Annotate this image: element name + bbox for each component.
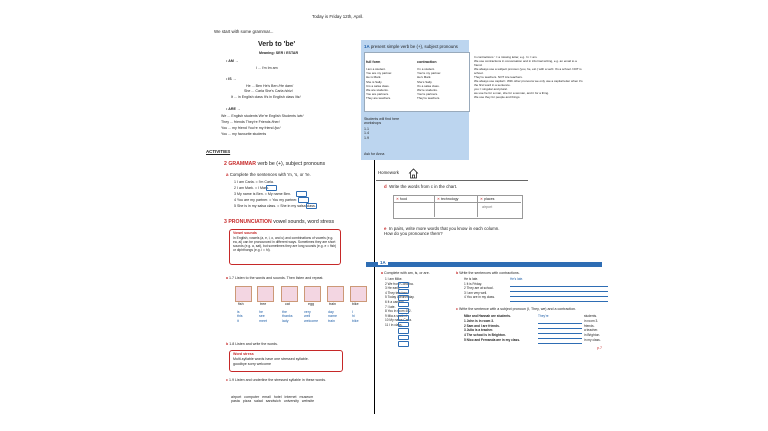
pic-label: bike: [352, 302, 359, 306]
is-line: It ... in English class It's in English class /itz/: [231, 95, 301, 99]
ex-a-answer-boxes[interactable]: [398, 282, 408, 332]
grammar-notes: In contractions ' = a missing letter, e.g. 'm = am. We use contractions in conversation and in informal writing, e.g. an email to a friend. We always use a subject pronoun (you, he, etc.) with a verb: It's a school. NOT is school. They're teachers. NOT Are teachers. We always use capital I. With other pronouns we only use a capital letter when it's the first word in a sentence. you = singular and plural. we use he for a man, she for a woman, and it for a thing. We use they for people and things.: [474, 55, 583, 99]
fish-icon: [235, 286, 252, 302]
train-icon: [327, 286, 344, 302]
chart-row-line: [393, 202, 521, 203]
aff-am-label: • AM →: [226, 59, 239, 63]
task-d: d Write the words from c in the chart.: [384, 184, 458, 189]
answer-box[interactable]: [266, 185, 277, 191]
intro-text: We start with some grammar...: [214, 29, 274, 34]
task-a-item: 5 She is in my salsa class. = She in my salsa class.: [234, 204, 316, 208]
answer-line[interactable]: [510, 296, 608, 297]
page-ref: p.7: [597, 346, 602, 350]
page-divider: [374, 160, 375, 414]
pic-words: very well welcome: [304, 310, 319, 323]
exercise-code: 1A: [380, 260, 386, 265]
sidebar-text: Students will find here workshops: [364, 117, 400, 126]
chart-col-food: ✕ food: [396, 197, 408, 201]
pic-words: he see meet: [259, 310, 267, 323]
grammar-heading: 2 GRAMMAR verb be (+), subject pronouns: [224, 161, 326, 167]
task-e: e In pairs, write more words that you know in each column. How do you pronounce them?: [384, 226, 500, 237]
are-label: • ARE →: [226, 107, 241, 111]
ex-c-answer-lines[interactable]: [538, 319, 582, 345]
answer-box[interactable]: [298, 197, 309, 203]
chart-col-line: [477, 195, 478, 217]
full-form-list: I am a student. You are my partner. He is Mark. She is Sally. It is a salsa class. We are students. You are partners. They are teachers.: [366, 67, 393, 101]
aff-am-example: I ... I'm Im am: [256, 66, 278, 70]
exercise-banner: [366, 262, 602, 267]
ex-c-answer: They're: [538, 314, 549, 318]
contraction-list: I'm a student. You're my partner. He's Mark. She's Sally. It's a salsa class. We're students. You're partners. They're teachers.: [417, 67, 442, 101]
cat-icon: [281, 286, 298, 302]
egg-icon: [304, 286, 321, 302]
chart-col-line: [434, 195, 435, 217]
ex-c-title: c Write the sentence with a subject pronoun (I, They, we) and a contraction.: [456, 307, 577, 311]
word-stress-text: Multi-syllable words have one stressed syllable.: [233, 357, 309, 362]
panel-1a-title: 1A present simple verb be (+), subject pronouns: [364, 44, 458, 49]
ex-b-answer: He's late.: [510, 277, 524, 281]
pronunciation-heading: 3 PRONUNCIATION vowel sounds, word stress: [224, 219, 335, 225]
task-c-words: airport computer email hotel internet museum pasta pizza salad sandwich university website: [231, 395, 315, 404]
are-line: You ... my favourite students: [221, 132, 267, 136]
ex-a-title: a Complete with am, is, or are.: [381, 271, 430, 275]
pic-words: I hi bike: [352, 310, 359, 323]
task-listen: a 1.7 Listen to the words and sounds. Then listen and repeat.: [226, 276, 324, 280]
sidebar-footer: Ask for Anna: [364, 152, 385, 156]
chart-entry: airport: [482, 205, 493, 209]
ex-c-items: Mike and Hannah are students. 1 John is in room 3. 2 Sam and I are friends. 3 Julia is a teacher. 4 The school is in Brighton. 5 Nico and Fernanda are in my class.: [464, 314, 520, 342]
word-stress-box: [229, 350, 343, 372]
vowel-box-title: Vowel sounds: [233, 231, 257, 235]
tree-icon: [257, 286, 274, 302]
answer-line[interactable]: [510, 286, 608, 287]
task-a-item: 3 My name is Ben. = My name Ben.: [234, 192, 292, 196]
task-a-item: 2 I am Mark. = I Mark.: [234, 186, 270, 190]
activities-heading: ACTIVITIES: [206, 149, 231, 154]
verb-title: Verb to 'be': [258, 41, 296, 48]
pic-label: train: [329, 302, 336, 306]
pic-words: the thanks lady: [282, 310, 293, 323]
vowel-box: [229, 229, 341, 265]
bike-icon: [350, 286, 367, 302]
ex-b-title: b Write the sentences with contractions.: [456, 271, 520, 275]
col-contraction: contraction: [417, 60, 437, 64]
task-b: b 1.8 Listen and write the words.: [226, 342, 278, 346]
are-line: We ... English students We're English Students /wir/: [221, 114, 304, 118]
pic-words: is this it: [237, 310, 243, 323]
date-line: Today is Friday 12th, April.: [312, 14, 364, 19]
pic-label: fish: [238, 302, 244, 306]
answer-box[interactable]: [306, 203, 317, 209]
task-c: c 1.9 Listen and underline the stressed syllable in these words.: [226, 378, 327, 382]
pic-label: cat: [285, 302, 290, 306]
pic-words: day name train: [328, 310, 337, 323]
ex-a-items: 1 I am Mike. 2 We from Cordoba. 3 He early. 4 They teachers. 5 Today Wednesday. 6 It a camera. 7 I late. 8 You in room 402. 9 Mia a student. 10 My name Carla. 11 I in class.: [385, 277, 415, 327]
sidebar-items: 1.1 1.4 1.9: [364, 127, 369, 140]
answer-box[interactable]: [296, 191, 307, 197]
word-stress-title: Word stress: [233, 352, 254, 356]
homework-title: Homework: [378, 170, 399, 175]
chart-col-technology: ✕ technology: [437, 197, 459, 201]
are-line: You ... my friend You're my friend /jur/: [221, 126, 281, 130]
vowel-box-text: In English, vowels (a, e, i, o, and u) and combinations of vowels (e.g. ea, ai) can be pronounced in different ways. Sometimes they are short sounds (e.g. a, sat), but sometimes they are long sounds (e.g. e = fish) or diphthongs (e.g. i = hi).: [233, 236, 337, 253]
home-icon: [408, 166, 419, 177]
task-a-item: 1 I am Carla. = I'm Carla.: [234, 180, 274, 184]
ex-c-right: students. in room 3. friends. a teacher. in Brighton. in my class.: [584, 314, 601, 342]
verb-subtitle: Meaning: SER / ESTAR: [259, 51, 299, 55]
is-label: • IS →: [226, 77, 237, 81]
are-line: They ... friends They're Friends /ther/: [221, 120, 280, 124]
pic-label: tree: [260, 302, 267, 306]
task-a: a Complete the sentences with 'm, 's, or 're.: [226, 172, 311, 177]
answer-line[interactable]: [510, 301, 608, 302]
word-stress-examples: goodbye sorry welcome: [233, 361, 271, 366]
chart-col-places: ✕ places: [480, 197, 495, 201]
homework-rule: [376, 180, 528, 181]
task-a-item: 4 You are my partner. = You my partner.: [234, 198, 298, 202]
answer-line[interactable]: [510, 291, 608, 292]
pic-label: egg: [308, 302, 314, 306]
col-full: full form: [366, 60, 381, 64]
is-line: He ... Ben He's Ben /He darn/: [246, 84, 294, 88]
is-line: She ... Carla She's Carla /shiz/: [244, 89, 293, 93]
ex-b-items: He is late. 1 It is Friday. 2 They are at school. 3 I am very well. 4 You are in my class.: [464, 277, 496, 300]
